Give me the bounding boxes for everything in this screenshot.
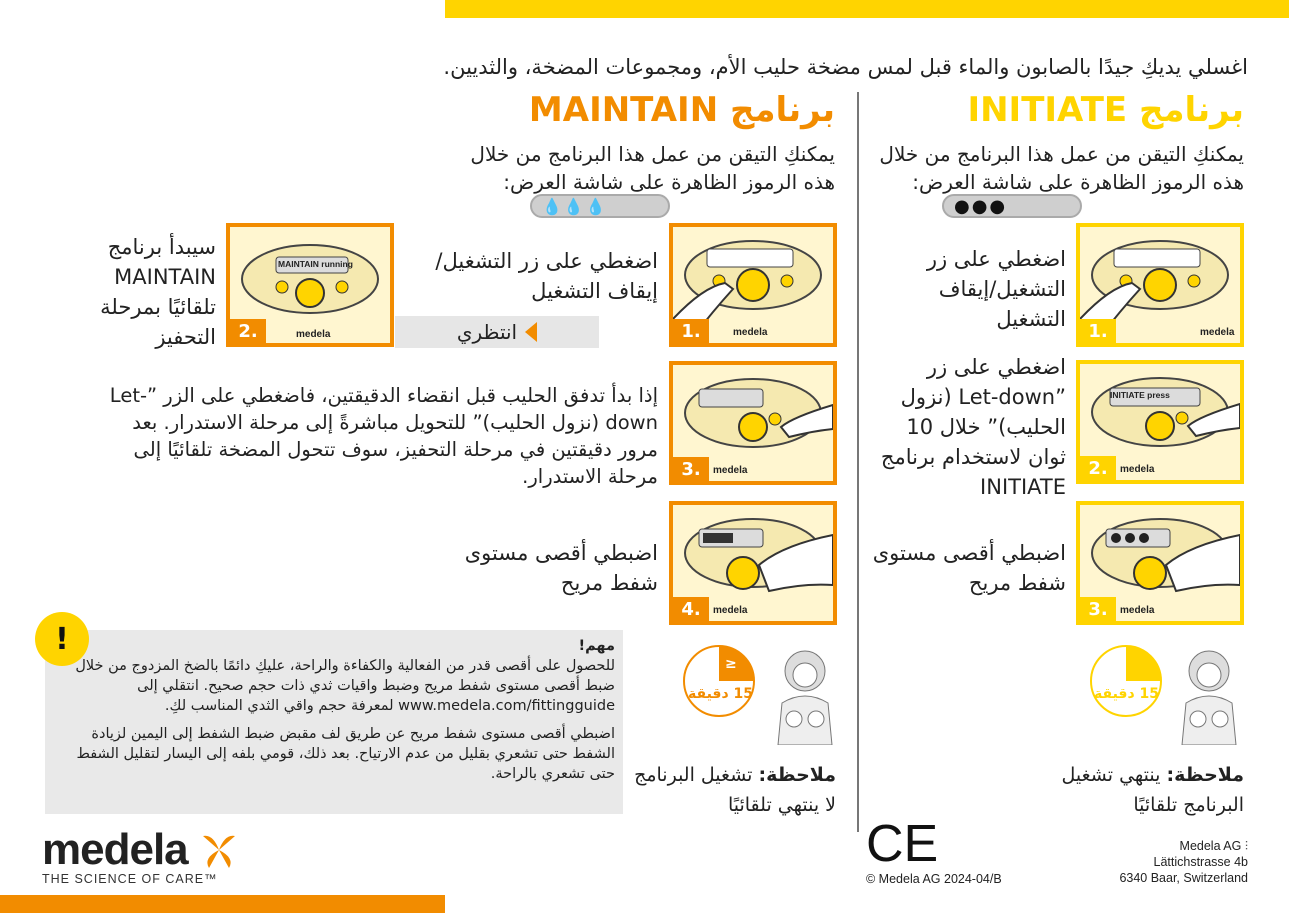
maintain-timer-prefix: ≥ bbox=[725, 656, 737, 672]
svg-text:medela: medela bbox=[713, 605, 748, 616]
maintain-description: يمكنكِ التيقن من عمل هذا البرنامج من خلال هذه الرموز الظاهرة على شاشة العرض: bbox=[470, 142, 835, 194]
maintain-step-1-image bbox=[669, 223, 837, 347]
step-number: 4. bbox=[673, 597, 709, 621]
maintain-step-4-image bbox=[669, 501, 837, 625]
step-number: 2. bbox=[1080, 456, 1116, 480]
important-para-1: للحصول على أقصى قدر من الفعالية والكفاءة والراحة، عليكِ دائمًا بالضخ المزدوج من خلال ضبط أقصى مستوى شفط مريح وضبط واقيات ثدي ذات حجم صحيح. انتقلي إلى www.medela.com/fittingguide لمعرفة حجم واقي الثدي المناسب لكِ. bbox=[75, 658, 615, 714]
note-label: ملاحظة: bbox=[1166, 764, 1244, 786]
street: Lättichstrasse 4b bbox=[1153, 855, 1248, 869]
initiate-step-3-image bbox=[1076, 501, 1244, 625]
initiate-step-2-text: اضغطي على زر ”Let-down (نزول الحليب)” خلال 10 ثوان لاستخدام برنامج INITIATE bbox=[880, 355, 1066, 499]
ce-mark: CE bbox=[866, 815, 939, 873]
company-line bbox=[1066, 838, 1248, 854]
logo-text: medela bbox=[42, 825, 188, 874]
maintain-step-1-text: اضغطي على زر التشغيل/إيقاف التشغيل bbox=[435, 249, 658, 303]
arrow-left-icon bbox=[525, 322, 537, 342]
top-accent-bar bbox=[445, 0, 1289, 18]
note-text: ينتهي تشغيل البرنامج تلقائيًا bbox=[1061, 764, 1244, 816]
maintain-step-2-image bbox=[226, 223, 394, 347]
tagline: THE SCIENCE OF CARE™ bbox=[42, 872, 218, 886]
city: 6340 Baar, Switzerland bbox=[1119, 871, 1248, 885]
initiate-step-1-text: اضغطي على زر التشغيل/إيقاف التشغيل bbox=[926, 247, 1066, 331]
initiate-step-2-image bbox=[1076, 360, 1244, 484]
svg-text:medela: medela bbox=[296, 329, 331, 340]
medela-logo bbox=[42, 825, 239, 875]
step-number: 2. bbox=[230, 319, 266, 343]
screen-text: MAINTAIN running bbox=[278, 259, 353, 269]
maintain-step-3-image bbox=[669, 361, 837, 485]
initiate-timer-label: 15 دقيقة bbox=[1094, 686, 1159, 702]
medela-label: medela bbox=[1200, 327, 1235, 338]
svg-text:medela: medela bbox=[713, 465, 748, 476]
initiate-display-indicator bbox=[942, 194, 1082, 218]
maintain-timer-icon bbox=[683, 645, 755, 717]
svg-text:medela: medela bbox=[1120, 464, 1155, 475]
column-divider bbox=[857, 92, 859, 832]
maintain-timer-label: 15 دقيقة bbox=[688, 686, 753, 702]
important-title: مهم! bbox=[578, 638, 615, 654]
drops-symbol: 💧💧💧 bbox=[542, 196, 608, 216]
mother-pumping-icon bbox=[1178, 645, 1240, 745]
initiate-timer-icon bbox=[1090, 645, 1162, 717]
step-number: 3. bbox=[1080, 597, 1116, 621]
initiate-step-1-image bbox=[1076, 223, 1244, 347]
initiate-note bbox=[1020, 760, 1244, 820]
svg-text:medela: medela bbox=[733, 327, 768, 338]
maintain-step-2-text: سيبدأ برنامج MAINTAIN تلقائيًا بمرحلة التحفيز bbox=[100, 235, 216, 349]
factory-icon: ⫶ bbox=[1244, 839, 1248, 853]
maintain-step-3-text: إذا بدأ تدفق الحليب قبل انقضاء الدقيقتين، فاضغطي على الزر ”Let-down (نزول الحليب)” للتحويل مباشرةً إلى مرحلة الاستدرار. بعد مرور دقيقتين في مرحلة التحفيز، سوف تتحول المضخة تلقائيًا إلى مرحلة الاستدرار. bbox=[109, 384, 658, 488]
initiate-step-3-text: اضبطي أقصى مستوى شفط مريح bbox=[872, 541, 1066, 595]
screen-text: INITIATE press bbox=[1110, 390, 1170, 400]
maintain-display-indicator bbox=[530, 194, 670, 218]
maintain-step-4-text: اضبطي أقصى مستوى شفط مريح bbox=[464, 541, 658, 595]
medela-flower-icon bbox=[199, 830, 239, 870]
step-number: 1. bbox=[673, 319, 709, 343]
svg-text:medela: medela bbox=[1120, 605, 1155, 616]
maintain-heading: برنامج MAINTAIN bbox=[528, 90, 835, 130]
note-label: ملاحظة: bbox=[758, 764, 836, 786]
important-para-2: اضبطي أقصى مستوى شفط مريح عن طريق لف مقبض ضبط الشفط إلى اليمين لزيادة الشفط حتى تشعري بقليل من عدم الارتياح. بعد ذلك، قومي بلفه إلى اليسار لتقليل الشفط حتى تشعري بالراحة. bbox=[76, 726, 615, 782]
wait-indicator bbox=[395, 316, 599, 348]
bottom-accent-bar bbox=[0, 895, 445, 913]
company-name: Medela AG bbox=[1179, 839, 1242, 853]
wait-label: انتظري bbox=[456, 320, 518, 344]
maintain-note bbox=[630, 760, 836, 820]
mother-pumping-icon bbox=[774, 645, 836, 745]
manufacturer-address bbox=[1066, 838, 1248, 886]
step-number: 1. bbox=[1080, 319, 1116, 343]
intro-instruction: اغسلي يديكِ جيدًا بالصابون والماء قبل لمس مضخة حليب الأم، ومجموعات المضخة، والثديين. bbox=[443, 55, 1248, 79]
important-text bbox=[60, 636, 615, 784]
initiate-description: يمكنكِ التيقن من عمل هذا البرنامج من خلال هذه الرموز الظاهرة على شاشة العرض: bbox=[879, 142, 1244, 194]
step-number: 3. bbox=[673, 457, 709, 481]
copyright: © Medela AG 2024-04/B bbox=[866, 872, 1002, 886]
initiate-heading: برنامج INITIATE bbox=[967, 90, 1244, 130]
exclamation-icon: ! bbox=[35, 612, 89, 666]
dots-symbol: ●●● bbox=[954, 195, 1008, 217]
note-text: تشغيل البرنامج لا ينتهي تلقائيًا bbox=[634, 764, 836, 816]
